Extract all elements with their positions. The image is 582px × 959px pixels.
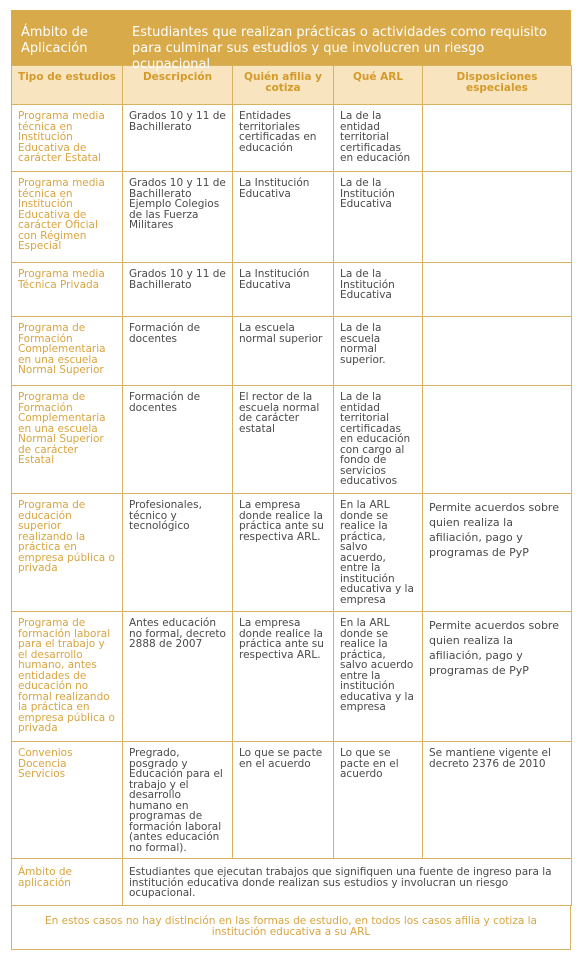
cell-study-type: Programa media Técnica Privada <box>12 263 123 317</box>
ambito-key: Ámbito de aplicación <box>12 859 123 906</box>
cell-description: Antes educación no formal, decreto 2888 de 2007 <box>123 612 233 742</box>
cell-description: Profesionales, técnico y tecnológico <box>123 494 233 612</box>
cell-which-arl: Lo que se pacte en el acuerdo <box>334 742 423 859</box>
cell-description: Grados 10 y 11 de Bachillerato <box>123 105 233 172</box>
col-header-who-affiliates: Quién afilia y cotiza <box>233 66 334 105</box>
cell-which-arl: La de la entidad territorial certificadas en educación <box>334 105 423 172</box>
scope-header-key: Ámbito de Aplicación <box>21 25 88 56</box>
cell-who-affiliates: La escuela normal superior <box>233 317 334 386</box>
cell-study-type: Programa media técnica en Institución Educativa de carácter Oficial con Régimen Especial <box>12 172 123 263</box>
cell-special-provisions <box>423 263 572 317</box>
cell-which-arl: En la ARL donde se realice la práctica, salvo acuerdo entre la institución educativa y la empresa <box>334 612 423 742</box>
cell-special-provisions <box>423 386 572 494</box>
col-header-study-type: Tipo de estudios <box>12 66 123 105</box>
scope-header-value: Estudiantes que realizan prácticas o actividades como requisito para culminar sus estudios y que involucren un riesgo ocupacional <box>132 25 547 72</box>
cell-study-type: Programa de formación laboral para el trabajo y el desarrollo humano, antes entidades de educación no formal realizando la práctica en empresa pública o privada <box>12 612 123 742</box>
cell-study-type: Programa de Formación Complementaria en una escuela Normal Superior de carácter Estatal <box>12 386 123 494</box>
scope-header <box>11 10 571 72</box>
cell-which-arl: La de la Institución Educativa <box>334 263 423 317</box>
col-header-which-arl: Qué ARL <box>334 66 423 105</box>
table-row <box>12 317 572 386</box>
col-header-description: Descripción <box>123 66 233 105</box>
cell-description: Pregrado, posgrado y Educación para el trabajo y el desarrollo humano en programas de formación laboral (antes educación no formal). <box>123 742 233 859</box>
cell-who-affiliates: Lo que se pacte en el acuerdo <box>233 742 334 859</box>
table-row <box>12 386 572 494</box>
cell-special-provisions <box>423 105 572 172</box>
cell-which-arl: En la ARL donde se realice la práctica, salvo acuerdo, entre la institución educativa y la empresa <box>334 494 423 612</box>
cell-special-provisions: Permite acuerdos sobre quien realiza la afiliación, pago y programas de PyP <box>423 612 572 742</box>
cell-who-affiliates: La empresa donde realice la práctica ante su respectiva ARL. <box>233 612 334 742</box>
footer-note: En estos casos no hay distinción en las formas de estudio, en todos los casos afilia y cotiza la institución educativa a su ARL <box>11 906 571 950</box>
cell-who-affiliates: La empresa donde realice la práctica ante su respectiva ARL. <box>233 494 334 612</box>
cell-which-arl: La de la entidad territorial certificadas en educación con cargo al fondo de servicios educativos <box>334 386 423 494</box>
cell-description: Grados 10 y 11 de Bachillerato <box>123 263 233 317</box>
cell-study-type: Programa de Formación Complementaria en una escuela Normal Superior <box>12 317 123 386</box>
cell-who-affiliates: La Institución Educativa <box>233 263 334 317</box>
cell-who-affiliates: Entidades territoriales certificadas en educación <box>233 105 334 172</box>
arl-table-document <box>11 10 571 950</box>
table-row <box>12 612 572 742</box>
ambito-value: Estudiantes que ejecutan trabajos que signifiquen una fuente de ingreso para la institución educativa donde realizan sus estudios y involucran un riesgo ocupacional. <box>123 859 572 906</box>
cell-special-provisions: Se mantiene vigente el decreto 2376 de 2010 <box>423 742 572 859</box>
table-row <box>12 105 572 172</box>
cell-description: Formación de docentes <box>123 317 233 386</box>
cell-which-arl: La de la Institución Educativa <box>334 172 423 263</box>
cell-special-provisions <box>423 172 572 263</box>
col-header-special-provisions: Disposiciones especiales <box>423 66 572 105</box>
cell-study-type: Convenios Docencia Servicios <box>12 742 123 859</box>
table-row <box>12 263 572 317</box>
cell-who-affiliates: La Institución Educativa <box>233 172 334 263</box>
cell-special-provisions: Permite acuerdos sobre quien realiza la afiliación, pago y programas de PyP <box>423 494 572 612</box>
cell-which-arl: La de la escuela normal superior. <box>334 317 423 386</box>
studies-table <box>11 65 572 906</box>
table-row <box>12 172 572 263</box>
cell-special-provisions <box>423 317 572 386</box>
table-row <box>12 742 572 859</box>
cell-description: Formación de docentes <box>123 386 233 494</box>
ambito-row <box>12 859 572 906</box>
cell-study-type: Programa de educación superior realizando la práctica en empresa pública o privada <box>12 494 123 612</box>
cell-study-type: Programa media técnica en Institución Educativa de carácter Estatal <box>12 105 123 172</box>
table-row <box>12 494 572 612</box>
cell-who-affiliates: El rector de la escuela normal de carácter estatal <box>233 386 334 494</box>
cell-description: Grados 10 y 11 de Bachillerato Ejemplo Colegios de las Fuerza Militares <box>123 172 233 263</box>
